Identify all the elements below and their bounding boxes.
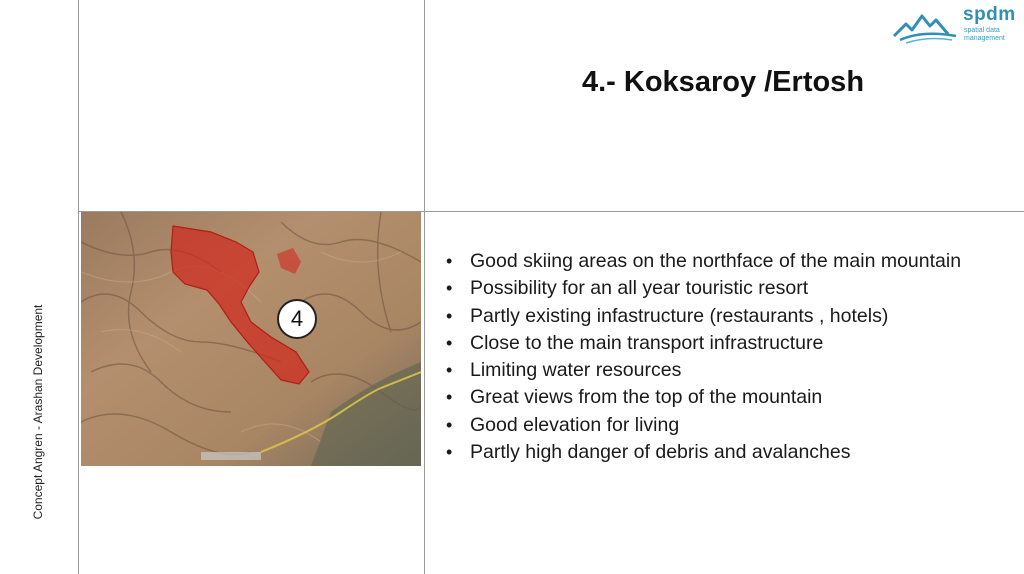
- logo-tagline: [964, 27, 1005, 43]
- feature-item: • Good elevation for living: [445, 412, 961, 439]
- left-divider: [78, 0, 79, 574]
- terrain-image: [81, 212, 421, 466]
- logo-tagline-line-2: management: [964, 35, 1005, 42]
- side-label: Concept Angren - Arashan Development: [31, 304, 45, 520]
- middle-divider: [424, 0, 425, 574]
- feature-item: • Partly existing infastructure (restaurants , hotels): [445, 303, 961, 330]
- feature-item: • Partly high danger of debris and avalanches: [445, 439, 961, 466]
- satellite-map: [81, 212, 421, 466]
- spdm-logo: [892, 4, 1020, 48]
- logo-tagline-line-1: spatial data: [964, 27, 1000, 34]
- feature-item: • Possibility for an all year touristic resort: [445, 275, 961, 302]
- feature-item: • Great views from the top of the mountain: [445, 384, 961, 411]
- mountain-logo-icon: [892, 6, 962, 46]
- feature-item: • Close to the main transport infrastructure: [445, 330, 961, 357]
- feature-item: • Good skiing areas on the northface of the main mountain: [445, 248, 961, 275]
- feature-item: • Limiting water resources: [445, 357, 961, 384]
- logo-name: spdm: [963, 4, 1016, 25]
- page-title: 4.- Koksaroy /Ertosh: [582, 66, 865, 98]
- map-marker-number: 4: [277, 299, 317, 339]
- feature-list: [445, 248, 961, 466]
